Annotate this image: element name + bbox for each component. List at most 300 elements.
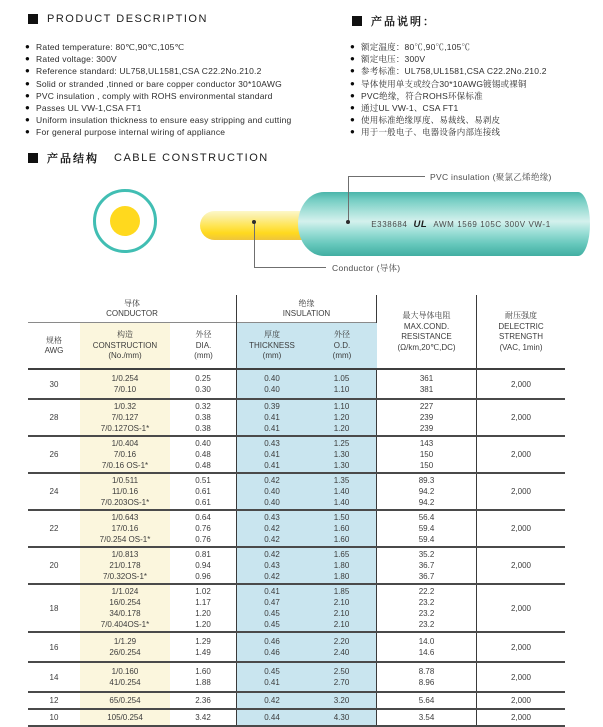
cell-value: 0.44 [264, 713, 280, 722]
bullet-icon: ● [25, 54, 31, 64]
cell-value: 2.10 [333, 620, 350, 629]
cell-value: 0.76 [195, 524, 211, 533]
cell-value: 59.4 [418, 524, 435, 533]
cell-od [307, 474, 377, 509]
bullet-icon: ● [25, 90, 31, 100]
cell-value: 1.10 [333, 385, 350, 394]
cell-value: 35.2 [418, 550, 435, 559]
cell-value: 0.41 [264, 450, 280, 459]
table-row [28, 437, 565, 474]
cell-value: 239 [419, 424, 434, 433]
cell-thickness [237, 437, 307, 472]
bullet-item [350, 53, 547, 65]
cell-value: 36.7 [418, 572, 435, 581]
cell-value: 1/0.813 [111, 550, 139, 559]
conductor-group-cn: 导体 [124, 298, 140, 308]
bullet-text: 通过UL VW-1、CSA FT1 [361, 103, 459, 114]
cell-value: 2.10 [333, 609, 350, 618]
cell-value: 1.40 [333, 498, 350, 507]
cell-value: 3.20 [333, 696, 350, 705]
cell-dielectric [477, 437, 565, 472]
cell-value: 1.17 [195, 598, 211, 607]
conductor-group-label [28, 295, 236, 323]
cell-construction [80, 693, 170, 708]
cell-value: 0.51 [195, 476, 211, 485]
cell-thickness [237, 633, 307, 661]
bullet-icon: ● [350, 90, 356, 100]
cell-value: 0.43 [264, 513, 280, 522]
cell-value: 1/0.511 [111, 476, 139, 485]
cell-awg [28, 511, 80, 546]
insulation-group-cn: 绝缘 [298, 298, 315, 308]
thickness-header-en: THICKNESS [249, 340, 295, 350]
bullet-text: Solid or stranded ,tinned or bare copper conductor 30*10AWG [36, 78, 282, 89]
thickness-header-unit: (mm) [262, 351, 282, 361]
bullet-item [25, 114, 291, 126]
bullet-item [25, 78, 291, 90]
cell-value: 59.4 [418, 535, 435, 544]
construction-header-cn: 构造 [117, 330, 133, 340]
cell-value: 30 [49, 379, 59, 389]
cell-value: 2.40 [333, 648, 350, 657]
construction-header-en: CONSTRUCTION [92, 340, 158, 350]
cell-od [307, 693, 377, 708]
bullet-item [350, 126, 547, 138]
cell-value: 1.20 [333, 424, 350, 433]
bullet-item [25, 126, 291, 138]
cell-awg [28, 710, 80, 725]
cell-od [307, 663, 377, 691]
cell-value: 36.7 [418, 561, 435, 570]
cell-dia [170, 400, 237, 435]
od-header-cn: 外径 [334, 330, 350, 340]
cell-value: 1.20 [195, 609, 211, 618]
cell-value: 1.35 [333, 476, 350, 485]
table-row [28, 548, 565, 585]
table-row [28, 511, 565, 548]
cell-value: 12 [49, 696, 59, 705]
cell-value: 94.2 [418, 487, 435, 496]
cell-value: 16/0.254 [109, 598, 141, 607]
cell-dielectric [477, 585, 565, 631]
cell-value: 1/1.29 [113, 637, 137, 646]
cell-thickness [237, 474, 307, 509]
cell-dielectric [477, 548, 565, 583]
cell-value: 2,000 [510, 379, 532, 389]
cell-value: 7/0.10 [113, 385, 137, 394]
cell-dia [170, 633, 237, 661]
cell-value: 16 [49, 642, 59, 652]
resistance-header-en1: MAX.COND. [403, 321, 450, 331]
awg-header [28, 323, 80, 368]
table-row [28, 710, 565, 727]
bullet-text: Reference standard: UL758,UL1581,CSA C22.2No.210.2 [36, 66, 262, 77]
spec-table-body [28, 370, 565, 727]
dielectric-header-en2: STRENGTH [499, 332, 543, 341]
cell-value: 23.2 [418, 609, 435, 618]
cell-resistance [377, 548, 477, 583]
cell-value: 7/0.404OS-1* [100, 620, 150, 629]
table-row [28, 663, 565, 693]
bullet-text: Uniform insulation thickness to ensure easy stripping and cutting [36, 115, 292, 126]
table-row [28, 400, 565, 437]
cell-value: 7/0.203OS-1* [100, 498, 150, 507]
bullet-item [350, 102, 547, 114]
cell-value: 28 [49, 413, 59, 422]
cell-value: 2.36 [195, 696, 211, 705]
cell-value: 1.88 [195, 678, 211, 687]
cell-construction [80, 511, 170, 546]
cell-resistance [377, 633, 477, 661]
cell-construction [80, 663, 170, 691]
cell-value: 2,000 [510, 413, 532, 422]
cell-value: 0.76 [195, 535, 211, 544]
thickness-header-cn: 厚度 [264, 330, 280, 340]
dia-header-unit: (mm) [194, 351, 213, 361]
cell-dielectric [477, 633, 565, 661]
cell-value: 11/0.16 [111, 487, 139, 496]
cell-od [307, 400, 377, 435]
cell-value: 105/0.254 [107, 713, 143, 722]
cell-awg [28, 548, 80, 583]
cell-value: 1.60 [333, 535, 350, 544]
conductor-group-en: CONDUCTOR [106, 308, 158, 318]
bullet-text: Rated voltage: 300V [36, 54, 117, 65]
cell-value: 94.2 [418, 498, 435, 507]
cell-value: 14.0 [418, 637, 435, 646]
bullet-icon: ● [350, 78, 356, 88]
cell-value: 1.25 [333, 439, 350, 448]
cell-value: 8.78 [418, 667, 435, 676]
bullet-item [25, 90, 291, 102]
dielectric-header-column [477, 295, 565, 368]
cell-construction [80, 400, 170, 435]
cell-value: 2,000 [510, 642, 532, 652]
product-notes-header [352, 13, 436, 29]
cell-awg [28, 370, 80, 398]
bullet-icon: ● [350, 115, 356, 125]
bullet-text: For general purpose internal wiring of appliance [36, 127, 226, 138]
bullet-item [350, 90, 547, 102]
bullet-icon: ● [25, 66, 31, 76]
cell-resistance [377, 585, 477, 631]
insulation-group-label [237, 295, 376, 323]
cell-awg [28, 585, 80, 631]
awg-header-en: AWG [44, 346, 64, 355]
cell-resistance [377, 710, 477, 725]
cell-value: 1/0.404 [111, 439, 139, 448]
dia-header [170, 323, 237, 368]
bullet-icon: ● [25, 42, 31, 51]
cell-od [307, 370, 377, 398]
cell-value: 0.42 [264, 696, 280, 705]
cell-dielectric [477, 474, 565, 509]
cell-value: 22.2 [418, 587, 435, 596]
dielectric-header [477, 295, 565, 368]
cell-construction [80, 633, 170, 661]
square-bullet-icon [352, 16, 362, 26]
conductor-leader-line [254, 222, 255, 267]
cell-awg [28, 400, 80, 435]
bullet-text: 用于一般电子、电器设备内部连接线 [361, 127, 501, 138]
resistance-header-en2: RESISTANCE [401, 332, 452, 341]
cell-value: 0.46 [264, 648, 280, 657]
cell-value: 41/0.254 [109, 678, 141, 687]
cell-resistance [377, 474, 477, 509]
bullet-item [25, 65, 291, 77]
cell-value: 7/0.16 [113, 450, 137, 459]
product-notes-title: 产品说明： [371, 16, 436, 28]
cell-value: 1.30 [333, 461, 350, 470]
product-description-title: PRODUCT DESCRIPTION [47, 13, 208, 25]
conductor-callout-dot [252, 220, 256, 224]
marking-rating-text: AWM 1569 105C 300V VW-1 [433, 219, 551, 229]
bullet-icon: ● [25, 103, 31, 113]
cell-value: 21/0.178 [109, 561, 141, 570]
bullet-icon: ● [350, 54, 356, 64]
cell-dielectric [477, 400, 565, 435]
resistance-header-column [377, 295, 477, 368]
cell-value: 0.81 [195, 550, 211, 559]
cell-value: 1.20 [195, 620, 211, 629]
dielectric-header-en1: DELECTRIC [498, 321, 544, 331]
cell-value: 150 [419, 450, 434, 459]
bullet-item [25, 41, 291, 53]
cell-value: 0.47 [264, 598, 280, 607]
cell-value: 0.43 [264, 561, 280, 570]
cell-value: 2,000 [510, 561, 532, 570]
bullet-item [350, 65, 547, 77]
pvc-insulation-label: PVC insulation (聚氯乙烯绝缘) [430, 172, 552, 182]
cell-value: 0.46 [264, 637, 280, 646]
construction-header-unit: (No./mm) [108, 351, 142, 361]
cell-value: 0.42 [264, 572, 280, 581]
square-bullet-icon [28, 14, 38, 24]
cell-value: 4.30 [333, 713, 350, 722]
cell-value: 34/0.178 [109, 609, 141, 618]
cell-od [307, 633, 377, 661]
insulation-leader-line [348, 176, 349, 222]
bullet-text: PVC绝缘，符合ROHS环保标准 [361, 90, 483, 101]
bullet-text: 使用标准绝缘厚度、易裁线、易剥皮 [361, 115, 501, 126]
marking-ul-file-number: E338684 [371, 219, 408, 229]
cell-value: 7/0.16 OS-1* [101, 461, 149, 470]
construction-title-cn: 产品结构 [47, 153, 99, 165]
construction-header [80, 323, 170, 368]
conductor-label: Conductor (导体) [332, 263, 401, 273]
cell-dia [170, 585, 237, 631]
cell-value: 1/0.643 [111, 513, 139, 522]
resistance-header-unit: (Ω/km,20℃,DC) [397, 342, 456, 352]
cell-value: 3.42 [195, 713, 211, 722]
cell-awg [28, 474, 80, 509]
cell-value: 239 [419, 413, 434, 422]
cell-value: 7/0.32OS-1* [102, 572, 148, 581]
cell-value: 2,000 [510, 713, 532, 722]
cell-value: 26/0.254 [109, 648, 141, 657]
cell-value: 22 [49, 524, 59, 533]
bullet-icon: ● [25, 78, 31, 88]
cell-value: 0.42 [264, 476, 280, 485]
insulation-callout-dot [346, 220, 350, 224]
bullet-text: 额定温度：80℃,90℃,105℃ [361, 42, 471, 52]
cell-thickness [237, 693, 307, 708]
cell-value: 0.40 [264, 487, 280, 496]
cell-value: 0.45 [264, 609, 280, 618]
bullet-item [350, 114, 547, 126]
cell-thickness [237, 370, 307, 398]
cell-value: 0.41 [264, 587, 280, 596]
dielectric-header-unit: (VAC, 1min) [499, 342, 543, 352]
insulation-subheaders [237, 323, 376, 368]
table-row [28, 474, 565, 511]
od-header [307, 323, 377, 368]
cell-value: 18 [49, 603, 59, 613]
cell-dia [170, 548, 237, 583]
cell-od [307, 548, 377, 583]
table-row [28, 585, 565, 633]
cell-value: 143 [419, 439, 434, 448]
cell-value: 0.41 [264, 424, 280, 433]
od-header-en: O.D. [333, 340, 351, 350]
cell-thickness [237, 400, 307, 435]
cell-value: 0.32 [195, 402, 211, 411]
cell-resistance [377, 400, 477, 435]
thickness-header [237, 323, 307, 368]
dielectric-header-cn: 耐压强度 [505, 311, 537, 320]
cell-value: 0.42 [264, 535, 280, 544]
cell-construction [80, 548, 170, 583]
cell-value: 1.65 [333, 550, 350, 559]
cell-dia [170, 474, 237, 509]
cell-value: 89.3 [418, 476, 435, 485]
resistance-header-cn: 最大导体电阻 [402, 311, 451, 320]
bullet-item [350, 78, 547, 90]
bullet-icon: ● [350, 42, 356, 51]
spec-table [28, 295, 565, 727]
cell-thickness [237, 663, 307, 691]
cell-value: 1.10 [333, 402, 350, 411]
cell-value: 17/0.16 [111, 524, 139, 533]
cell-value: 1.40 [333, 487, 350, 496]
cell-od [307, 437, 377, 472]
cell-dielectric [477, 693, 565, 708]
cell-value: 10 [49, 713, 59, 722]
cell-value: 0.45 [264, 667, 280, 676]
cell-value: 0.48 [195, 450, 211, 459]
cell-value: 1.80 [333, 572, 350, 581]
bullet-text: 参考标准：UL758,UL1581,CSA C22.2No.210.2 [361, 66, 547, 77]
insulation-leader-line [348, 176, 425, 177]
cell-value: 1/1.024 [111, 587, 139, 596]
table-row [28, 370, 565, 400]
bullet-item [350, 41, 547, 53]
cell-value: 2.70 [333, 678, 350, 687]
cell-value: 2,000 [510, 450, 532, 459]
bullet-icon: ● [350, 103, 356, 113]
cell-value: 0.42 [264, 550, 280, 559]
cell-value: 0.64 [195, 513, 211, 522]
cell-value: 7/0.127 [111, 413, 139, 422]
conductor-group-column [28, 295, 237, 368]
dia-header-cn: 外径 [195, 330, 212, 340]
cell-value: 1.60 [195, 667, 211, 676]
cell-resistance [377, 511, 477, 546]
cell-value: 0.61 [195, 487, 211, 496]
cell-od [307, 585, 377, 631]
cell-awg [28, 693, 80, 708]
cell-construction [80, 710, 170, 725]
cell-thickness [237, 710, 307, 725]
cell-value: 0.41 [264, 413, 280, 422]
cell-dielectric [477, 511, 565, 546]
insulation-group-column [237, 295, 377, 368]
cell-value: 1.30 [333, 450, 350, 459]
cell-value: 1/0.160 [111, 667, 139, 676]
cell-value: 0.61 [195, 498, 211, 507]
cell-value: 1.60 [333, 524, 350, 533]
cell-value: 0.40 [264, 385, 280, 394]
cell-value: 65/0.254 [109, 696, 141, 705]
cell-value: 361 [419, 374, 434, 383]
insulation-cylinder [298, 192, 590, 256]
cell-thickness [237, 585, 307, 631]
cell-construction [80, 370, 170, 398]
cell-value: 2,000 [510, 672, 532, 682]
cell-value: 2.50 [333, 667, 350, 676]
conductor-subheaders [28, 323, 236, 368]
cell-resistance [377, 693, 477, 708]
awg-header-cn: 规格 [46, 335, 62, 345]
construction-title-en: CABLE CONSTRUCTION [114, 152, 269, 164]
bullet-text: 额定电压：300V [361, 54, 426, 65]
cell-value: 2.20 [333, 637, 350, 646]
cell-value: 1/0.254 [111, 374, 139, 383]
cell-value: 56.4 [418, 513, 435, 522]
square-bullet-icon [28, 153, 38, 163]
cell-value: 0.94 [195, 561, 211, 570]
dia-header-en: DIA. [195, 340, 212, 350]
cell-value: 14 [49, 672, 59, 682]
cable-construction-header [28, 150, 269, 166]
cell-value: 150 [419, 461, 434, 470]
cell-value: 1.80 [333, 561, 350, 570]
product-notes-list [350, 41, 547, 139]
cell-thickness [237, 548, 307, 583]
cell-value: 7/0.127OS-1* [100, 424, 150, 433]
cell-value: 5.64 [418, 696, 435, 705]
cell-value: 227 [419, 402, 434, 411]
cell-value: 0.40 [264, 498, 280, 507]
cable-marking [337, 219, 551, 230]
cell-dielectric [477, 370, 565, 398]
conductor-leader-line [254, 267, 326, 268]
cell-value: 1.02 [195, 587, 211, 596]
bullet-text: 导体使用单支或绞合30*10AWG镀锡或裸铜 [361, 78, 527, 89]
cell-value: 8.96 [418, 678, 435, 687]
cell-dia [170, 710, 237, 725]
cell-value: 1.05 [333, 374, 350, 383]
bullet-item [25, 53, 291, 65]
table-row [28, 693, 565, 710]
cell-dia [170, 511, 237, 546]
cell-value: 381 [419, 385, 434, 394]
cell-construction [80, 474, 170, 509]
bullet-icon: ● [350, 66, 356, 76]
cell-value: 23.2 [418, 598, 435, 607]
cell-value: 2,000 [510, 524, 532, 533]
cell-value: 0.39 [264, 402, 280, 411]
